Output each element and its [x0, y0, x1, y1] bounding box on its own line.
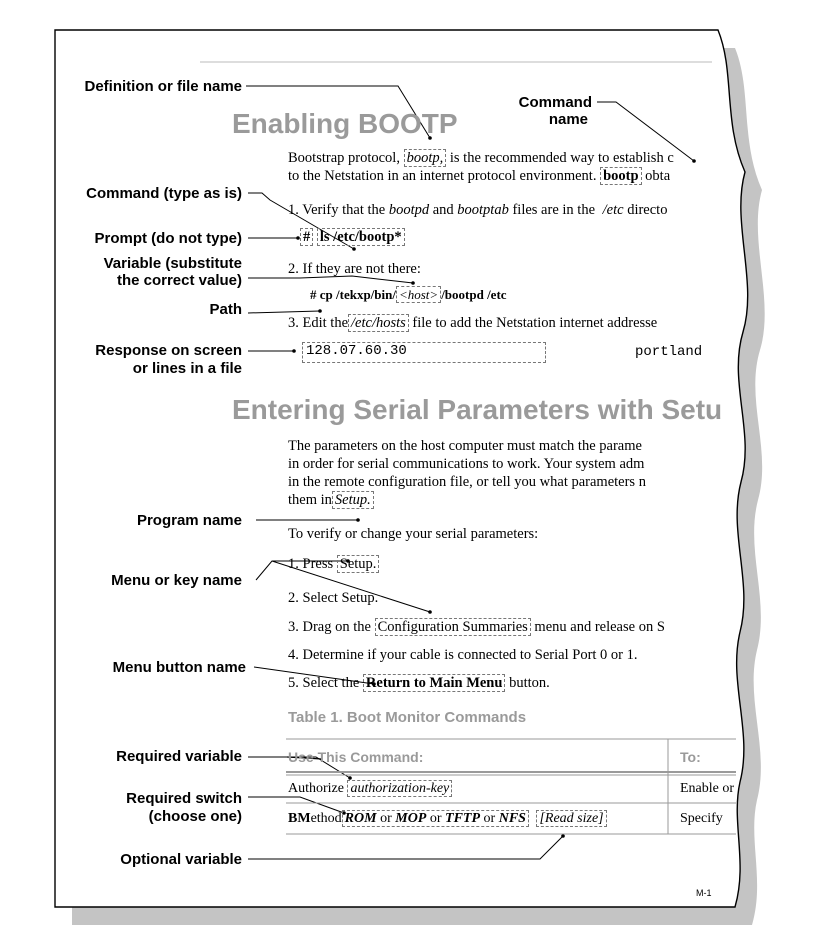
s1-step1-a: 1. Verify that the	[288, 202, 386, 218]
table-r2-tftp: TFTP	[445, 811, 481, 826]
s1-step1-g: directo	[627, 202, 668, 218]
s2-para-line3: in the remote configuration file, or tell you what parameters n	[288, 474, 646, 490]
s2-config-menu: Configuration Summaries	[375, 618, 531, 636]
s1-step1-c: and	[432, 202, 454, 218]
callout-command-type: Command (type as is)	[86, 185, 242, 202]
s1-step3-path	[348, 314, 409, 332]
s1-cp-variable-text: <host>	[398, 287, 439, 302]
callout-required-switch	[126, 790, 242, 826]
s1-step2: 2. If they are not there:	[288, 261, 421, 277]
callout-menu-button: Menu button name	[112, 659, 246, 676]
section2-heading: Entering Serial Parameters with Setu	[232, 394, 723, 425]
table-r2-optional	[536, 810, 606, 827]
s2-setup-program-text: Setup.	[334, 492, 371, 508]
callout-response-line1: Response on screen	[95, 342, 242, 359]
s2-setup-key: Setup.	[337, 555, 380, 573]
s1-step1-e: files are in the	[512, 202, 596, 218]
s1-p2-a: to the Netstation in an internet protocol environment.	[288, 168, 597, 184]
table-row2-command	[288, 811, 607, 827]
s2-p4-a: them in	[288, 492, 332, 508]
table-r1-variable-text: authorization-key	[350, 781, 450, 796]
s2-step1	[288, 556, 379, 573]
s2-step3-c: menu and release on S	[534, 619, 665, 635]
table-r2-ethod: ethod	[310, 811, 342, 826]
table-r2-switch	[342, 810, 529, 827]
response-host: portland	[635, 344, 703, 360]
table-r1-variable	[347, 780, 452, 797]
s1-p1-a: Bootstrap protocol,	[288, 150, 400, 166]
s1-step3-a: 3. Edit the	[288, 315, 349, 331]
s1-p1-c: is the recommended way to establish c	[449, 150, 674, 166]
s2-para-line2: in order for serial communications to work. Your system adm	[288, 456, 645, 472]
s1-para-line2	[288, 168, 670, 185]
table-row1-to: Enable or	[680, 781, 735, 796]
table-r2-mop: MOP	[395, 811, 427, 826]
table-r2-or1: or	[380, 811, 392, 826]
table-row2-to: Specify	[680, 811, 723, 826]
s2-intro: To verify or change your serial parameters:	[288, 526, 539, 542]
s1-bootp-definition	[404, 149, 447, 167]
callout-definition: Definition or file name	[84, 78, 242, 95]
s1-step3-b: file to add the Netstation internet addresse	[412, 315, 658, 331]
callout-prompt: Prompt (do not type)	[94, 230, 242, 247]
s2-step4: 4. Determine if your cable is connected to Serial Port 0 or 1.	[288, 647, 638, 663]
table-r2-bm: BM	[288, 811, 311, 826]
table-row1-command	[288, 781, 452, 797]
table-r2-optional-text: [Read size]	[539, 811, 604, 826]
s2-setup-program	[332, 491, 374, 509]
s1-step1-etc: /etc	[602, 202, 624, 218]
prompt-symbol: #	[300, 228, 313, 246]
table-col2-header: To:	[680, 749, 701, 765]
s1-prompt-line	[300, 229, 405, 246]
callout-required-switch-line1: Required switch	[126, 790, 242, 807]
table-col1-header: Use This Command:	[288, 749, 424, 765]
page-number: M-1	[696, 888, 712, 898]
callout-required-switch-line2: (choose one)	[148, 808, 242, 825]
table-title: Table 1. Boot Monitor Commands	[288, 709, 527, 726]
callout-required-variable: Required variable	[116, 748, 242, 765]
table-r2-rom: ROM	[344, 811, 377, 826]
s1-cp-a: # cp /tekxp/bin/	[310, 287, 396, 302]
callout-variable-line1: Variable (substitute	[103, 255, 242, 272]
s1-step1-bootptab: bootptab	[457, 202, 509, 218]
callout-path: Path	[209, 301, 242, 318]
table-r1-a: Authorize	[288, 781, 344, 796]
s1-step3-path-text: /etc/hosts	[351, 315, 406, 331]
callout-command-name-line2: name	[548, 111, 588, 128]
s2-step5-c: button.	[509, 675, 550, 691]
s1-para-line1	[288, 150, 674, 167]
s1-bootp-bold: bootp	[603, 168, 639, 184]
callout-command-name	[519, 94, 592, 128]
s2-para-line4	[288, 492, 374, 509]
response-box	[302, 342, 546, 363]
s2-return-button	[363, 674, 506, 692]
s1-step3	[288, 315, 657, 332]
s2-return-button-text: Return to Main Menu	[365, 675, 503, 691]
s1-cp-command	[310, 287, 507, 303]
callout-menu-key: Menu or key name	[111, 572, 242, 589]
s1-cp-variable	[396, 286, 441, 303]
s2-step3	[288, 619, 665, 636]
s2-step5	[288, 675, 550, 692]
s2-step1-a: 1. Press	[288, 556, 334, 572]
callout-program: Program name	[136, 512, 242, 529]
callout-optional-variable: Optional variable	[120, 851, 242, 868]
s1-step1-bootpd: bootpd	[388, 202, 430, 218]
table-r2-or3: or	[483, 811, 496, 826]
callout-variable	[104, 255, 242, 289]
callout-response-line2: or lines in a file	[132, 360, 242, 377]
s2-step2: 2. Select Setup.	[288, 590, 379, 606]
s1-step1	[288, 202, 667, 219]
table-r2-or2: or	[429, 811, 442, 826]
s2-para-line1: The parameters on the host computer must match the parame	[288, 438, 642, 454]
response-ip: 128.07.60.30	[306, 343, 407, 359]
callout-variable-line2: the correct value)	[116, 272, 242, 289]
section1-heading: Enabling BOOTP	[232, 108, 458, 139]
callout-command-name-line1: Command	[518, 94, 592, 111]
prompt-command: ls /etc/bootp*	[317, 228, 405, 246]
table-r2-nfs: NFS	[498, 811, 526, 826]
s2-step5-a: 5. Select the	[288, 675, 360, 691]
s1-bootp-command	[600, 167, 641, 185]
s1-p2-c: obta	[645, 168, 671, 184]
s2-step3-a: 3. Drag on the	[288, 619, 371, 635]
s1-cp-b: /bootpd /etc	[441, 287, 507, 302]
s1-bootp-italic: bootp,	[406, 150, 444, 166]
callout-response	[95, 342, 242, 378]
